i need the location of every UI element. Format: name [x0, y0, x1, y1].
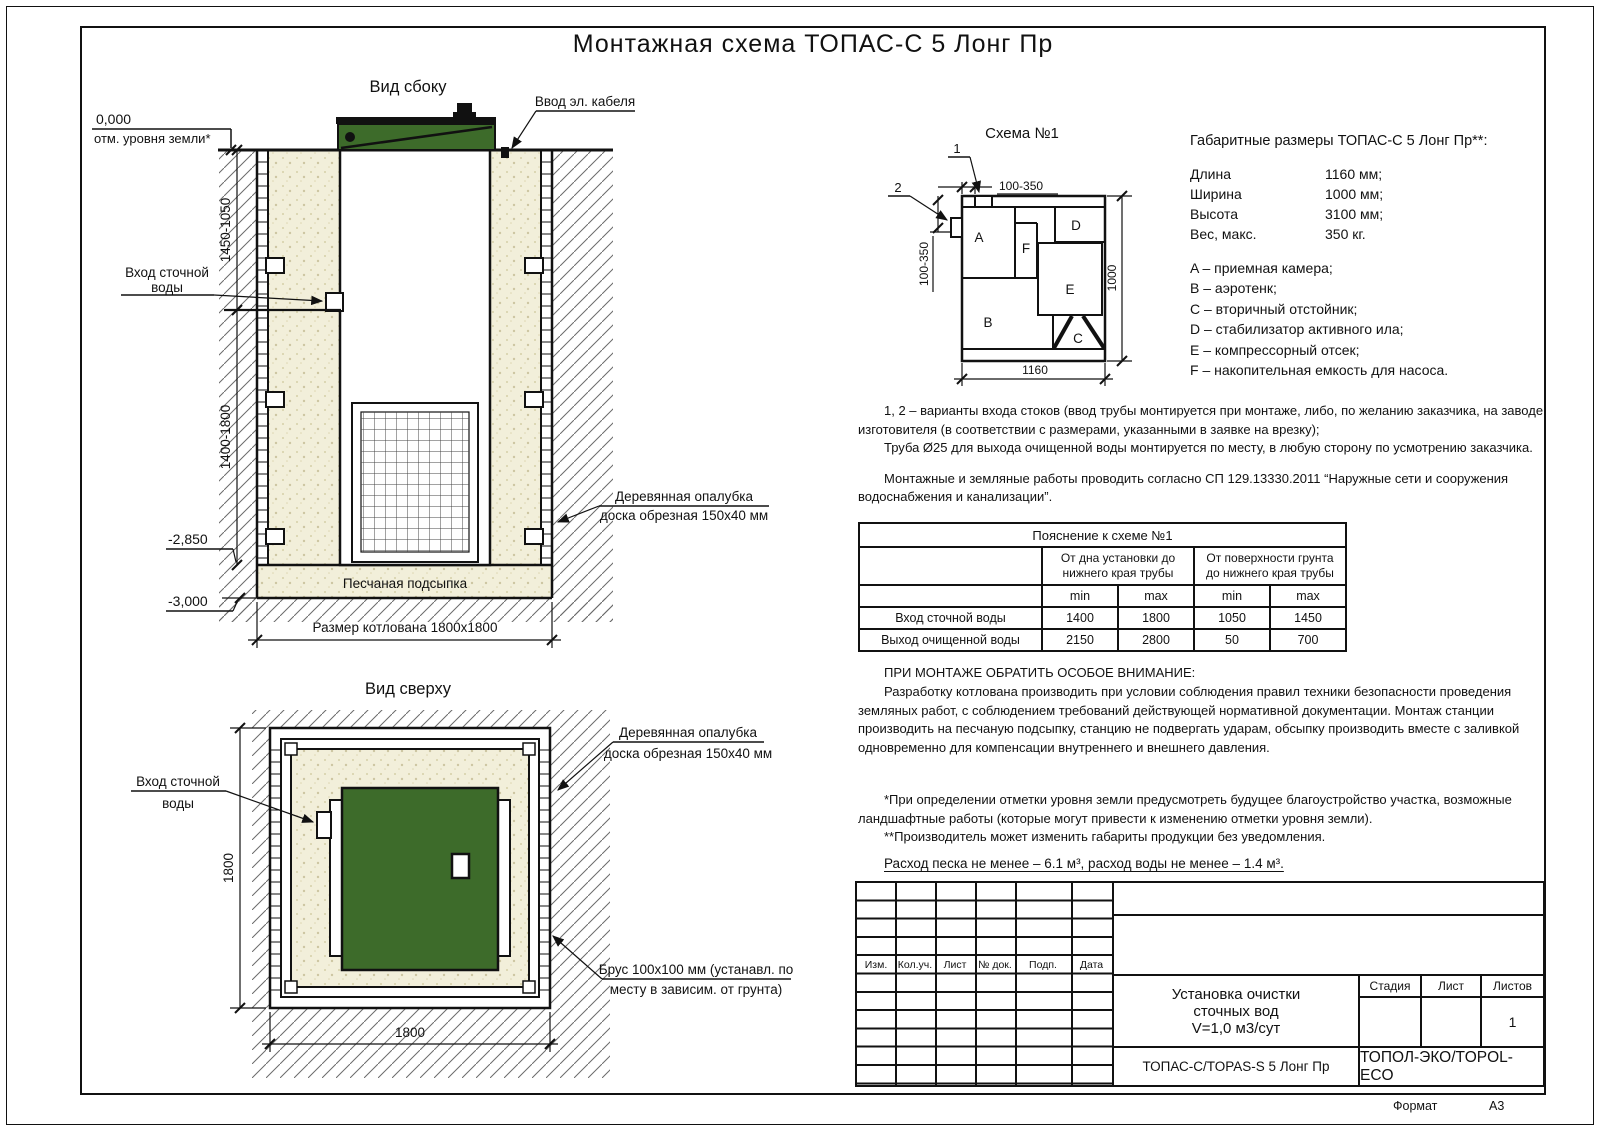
rev-header: № док.: [978, 959, 1012, 972]
vent-cap: [457, 103, 472, 112]
inlet-label-line1: Вход сточной: [125, 265, 209, 280]
format-value: А3: [1489, 1099, 1505, 1113]
rev-header: Лист: [943, 959, 967, 972]
inlet-stub-top-view: [317, 812, 331, 838]
table-empty-cell: [859, 547, 1042, 585]
top-dim-height-label: 1800: [221, 852, 236, 884]
beam-label-line2: месту в зависим. от грунта): [609, 982, 783, 997]
format-label: Формат: [1393, 1099, 1438, 1113]
top-view-title: Вид сверху: [365, 680, 451, 698]
formwork-label-line2: доска обрезная 150х40 мм: [599, 508, 769, 523]
formwork-left: [257, 150, 268, 565]
min-header: min: [1194, 585, 1270, 607]
inlet-option-1-stub: [975, 196, 992, 207]
stage-sheet-grid: [1360, 976, 1543, 1046]
dim-row: Высота 3100 мм;: [1190, 206, 1384, 222]
table-title: Пояснение к схеме №1: [859, 523, 1346, 547]
footnotes-block: [858, 791, 1548, 847]
tank-rib-right: [498, 800, 510, 956]
title-block-right: [1112, 883, 1543, 1085]
top-inlet-label-line1: Вход сточной: [136, 774, 220, 789]
top-inlet-label-line2: воды: [162, 796, 194, 811]
footnote: *При определении отметки уровня земли предусмотреть будущее благоустройство участка, возможные ландшафтные работы (которые могут привести к изменению отметки уровня земли).: [858, 792, 1512, 826]
title-block-main-row: [1114, 976, 1543, 1048]
zero-mark-label: 0,000: [96, 111, 132, 127]
beam-label-line1: Брус 100х100 мм (устанавл. по: [598, 962, 794, 977]
legend-item: F – накопительная емкость для насоса.: [1190, 362, 1449, 379]
note-paragraph: 1, 2 – варианты входа стоков (ввод трубы монтируется при монтаже, либо, по желанию заказчика, на заводе изготовителя (в соответствии с размерами, указанными в заявке на врезку);: [858, 403, 1544, 437]
note-paragraph: Труба Ø25 для выхода очищенной воды монтируется по месту, в любую сторону по усмотрению заказчика.: [884, 440, 1533, 456]
stage-label: Стадия: [1360, 976, 1422, 996]
cable-entry-point: [501, 147, 509, 158]
sand-backfill-right: [490, 150, 541, 565]
overall-dims-title: Габаритные размеры ТОПАС-С 5 Лонг Пр**:: [1190, 133, 1488, 149]
scheme-dim-right-label: 1000: [1105, 264, 1119, 292]
installation-notes: [858, 402, 1552, 507]
table-group1-header: От дна установки до нижнего края трубы: [1042, 547, 1194, 585]
title-block-empty-row: [1114, 916, 1543, 976]
note-paragraph: Монтажные и земляные работы проводить согласно СП 129.13330.2011 “Наружные сети и сооружения водоснабжения и канализации”.: [858, 470, 1509, 505]
sheets-value: 1: [1508, 1014, 1517, 1030]
zone-e-label: E: [1065, 282, 1075, 297]
formwork-label-line1: Деревянная опалубка: [614, 489, 754, 504]
rev-header: Дата: [1079, 959, 1104, 972]
tank-mesh: [361, 412, 469, 552]
legend-item: C – вторичный отстойник;: [1190, 300, 1358, 317]
tank-lid: [336, 103, 496, 150]
stage-values: [1360, 998, 1543, 1046]
ground-level-note: отм. уровня земли*: [94, 131, 211, 146]
dim-upper-label: 1450-1050: [218, 197, 233, 263]
lid-hinge: [345, 132, 355, 142]
zone-a-label: A: [974, 230, 984, 245]
table-row: Выход очищенной воды 2150 2800 50 700: [859, 629, 1346, 651]
explanation-table: [858, 522, 1347, 652]
stage-value: [1360, 998, 1422, 1046]
table-row: Вход сточной воды 1400 1800 1050 1450: [859, 607, 1346, 629]
inlet-pipe-stub: [326, 293, 343, 311]
marker-1-label: 1: [953, 141, 961, 156]
legend-item: D – стабилизатор активного ила;: [1190, 321, 1404, 338]
product-title: Установка очистки сточных вод V=1,0 м3/сут: [1114, 976, 1360, 1046]
zone-b-label: B: [983, 315, 993, 330]
rev-header: Кол.уч.: [897, 959, 933, 972]
zone-f-label: F: [1021, 241, 1031, 256]
scheme-dim-left-label: 100-350: [917, 241, 931, 287]
sheets-label: Листов: [1493, 979, 1532, 993]
top-dim-width-label: 1800: [394, 1025, 426, 1040]
page-title: Монтажная схема ТОПАС-С 5 Лонг Пр: [572, 30, 1054, 58]
title-block: [855, 881, 1545, 1087]
rev-header: Подп.: [1029, 959, 1057, 972]
pit-size-label: Размер котлована 1800х1800: [312, 620, 498, 635]
stage-headers: [1360, 976, 1543, 998]
revision-grid: [857, 883, 1112, 1085]
zone-c-label: C: [1073, 331, 1083, 346]
consumption-note: Расход песка не менее – 6.1 м³, расход воды не менее – 1.4 м³.: [884, 856, 1284, 871]
dim-row: Ширина 1000 мм;: [1190, 186, 1384, 202]
table-empty-cell: [859, 585, 1042, 607]
sheet-label: Лист: [1422, 976, 1482, 996]
top-view: [131, 680, 793, 1078]
overall-dims-list: [1190, 164, 1383, 244]
rev-header: Изм.: [864, 959, 888, 972]
tank-lid-top-view: [342, 788, 498, 970]
attention-block: [858, 664, 1542, 758]
revision-headers: [857, 956, 1112, 974]
legend-item: E – компрессорный отсек;: [1190, 341, 1360, 358]
cable-entry-label: Ввод эл. кабеля: [534, 94, 636, 109]
side-view-title: Вид сбоку: [369, 78, 447, 96]
scheme-dim-bottom-label: 1160: [1022, 363, 1048, 377]
sand-backfill-left: [268, 150, 340, 565]
mark-2850-label: -2,850: [168, 531, 208, 547]
top-formwork-label-line1: Деревянная опалубка: [618, 725, 758, 740]
top-formwork-label-line2: доска обрезная 150х40 мм: [603, 746, 773, 761]
dim-row: Вес, макс. 350 кг.: [1190, 226, 1366, 242]
max-header: max: [1118, 585, 1194, 607]
dim-row: Длина 1160 мм;: [1190, 166, 1383, 182]
compressor-bay-box: [1038, 243, 1102, 315]
model-name: ТОПАС-С/TOPAS-S 5 Лонг Пр: [1114, 1048, 1360, 1085]
max-header: max: [1270, 585, 1346, 607]
side-view: [92, 78, 769, 648]
soil-hatch-right: [552, 151, 613, 622]
attention-body: Разработку котлована производить при условии соблюдения правил техники безопасности проведения земляных работ, с соблюдением требований действующей нормативной документации. Монтаж станции производить на песчаную подсыпку, станцию не подвергать ударам, обсыпку производить вместе с заливкой одновременно для компенсации внутреннего и внешнего давления.: [858, 683, 1520, 756]
dim-lower-label: 1400-1800: [218, 404, 233, 470]
legend-item: A – приемная камера;: [1190, 260, 1333, 276]
title-block-bottom-row: [1114, 1048, 1543, 1085]
scheme-dim-top-label: 100-350: [999, 179, 1044, 193]
soil-hatch-bottom: [219, 598, 613, 622]
table-group2-header: От поверхности грунта до нижнего края трубы: [1194, 547, 1346, 585]
marker-2-label: 2: [894, 180, 902, 195]
attention-heading: ПРИ МОНТАЖЕ ОБРАТИТЬ ОСОБОЕ ВНИМАНИЕ:: [884, 665, 1196, 680]
formwork-right: [541, 150, 552, 565]
mark-3000-label: -3,000: [168, 593, 208, 609]
footnote: **Производитель может изменить габариты продукции без уведомления.: [884, 829, 1326, 845]
legend-item: B – аэротенк;: [1190, 280, 1277, 297]
title-block-empty-row: [1114, 883, 1543, 916]
zones-legend: [1190, 258, 1448, 380]
zone-d-label: D: [1071, 218, 1081, 233]
min-header: min: [1042, 585, 1118, 607]
scheme-1: [888, 125, 1132, 386]
sand-bedding-label: Песчаная подсыпка: [342, 576, 468, 591]
company-name: ТОПОЛ-ЭКО/TOPOL-ECO: [1360, 1048, 1513, 1084]
scheme-title: Схема №1: [985, 125, 1059, 142]
sheet-value: [1422, 998, 1482, 1046]
inlet-label-line2: воды: [151, 280, 183, 295]
inlet-option-2-stub: [951, 218, 962, 237]
lid-hatch-opening: [452, 854, 469, 878]
